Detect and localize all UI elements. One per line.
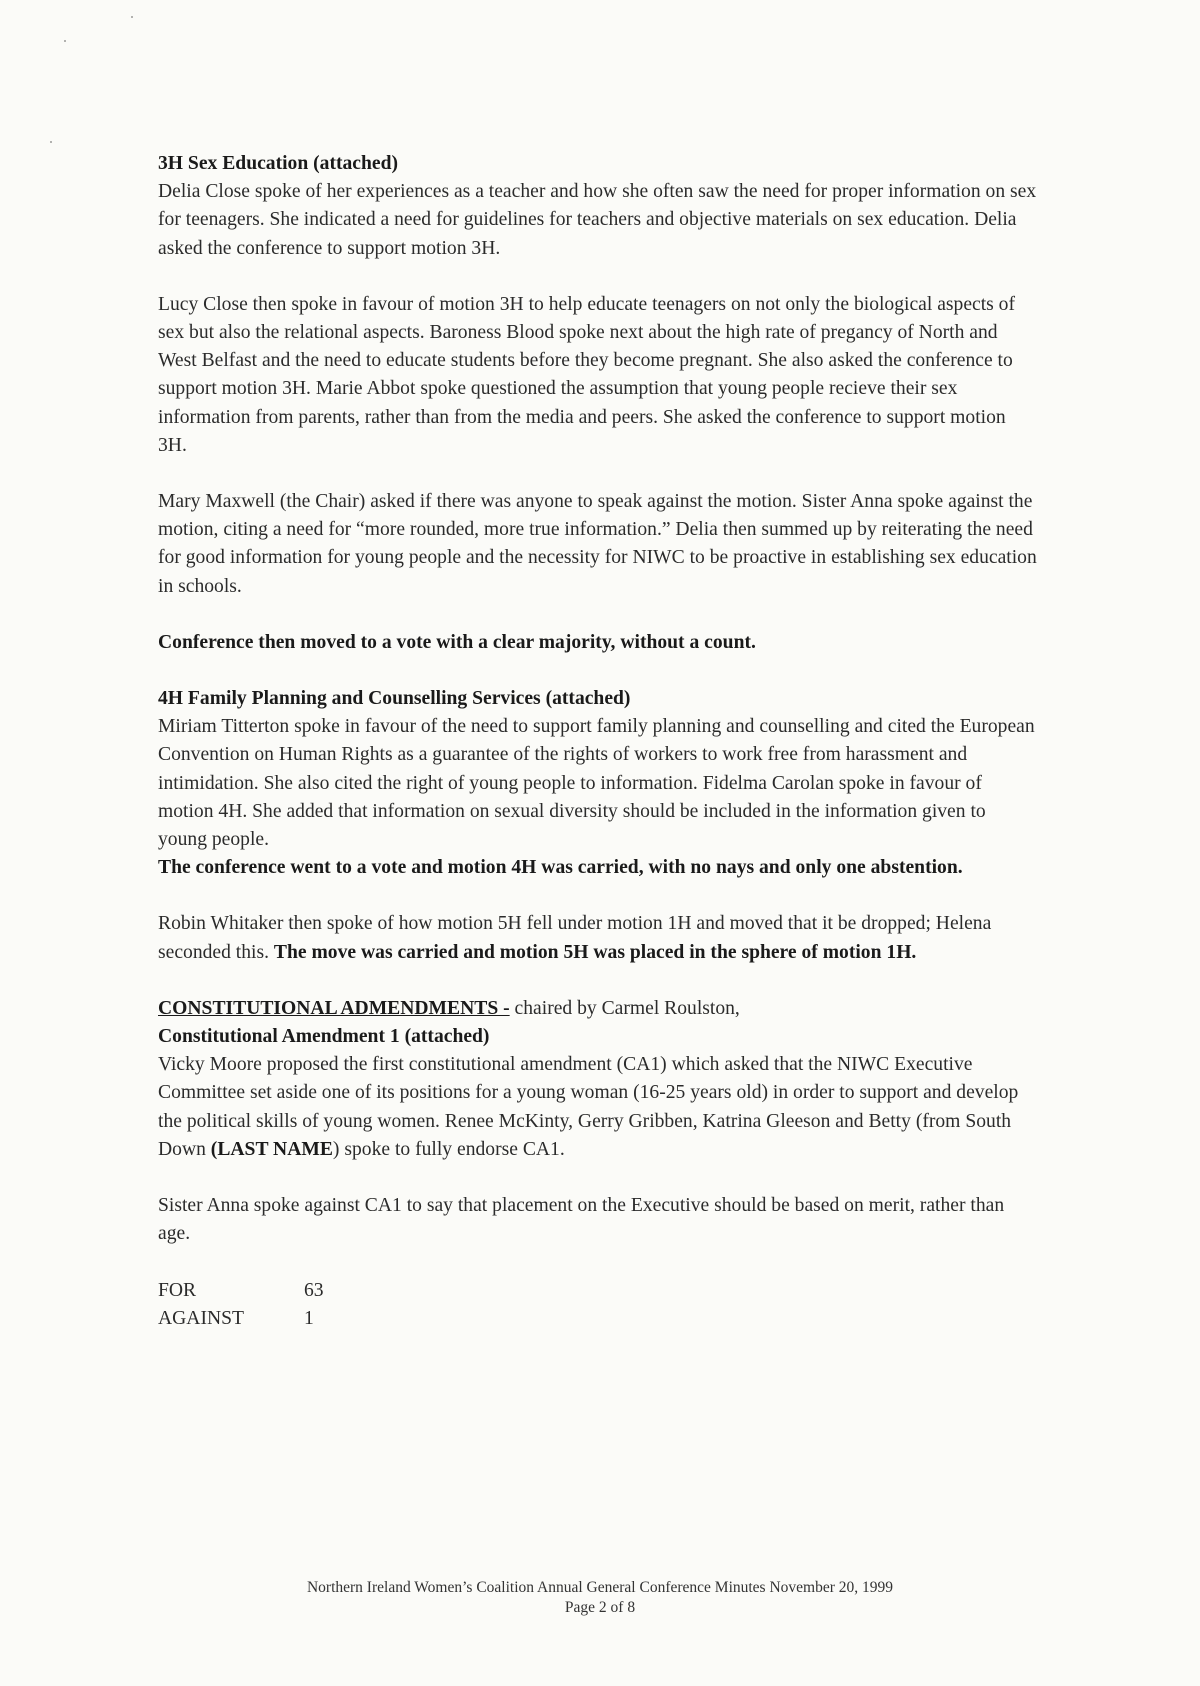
scan-speck [50,141,52,143]
paragraph-ca1-proposal [158,1051,1038,1164]
paragraph-ca1-against: Sister Anna spoke against CA1 to say that placement on the Executive should be based on merit, rather than age. [158,1195,1005,1245]
minutes-body [158,150,1038,1333]
section-heading-constitutional [158,995,1038,1023]
paragraph-ca1-end: ) spoke to fully endorse CA1. [332,1138,565,1160]
vote-count: 1 [304,1307,314,1329]
paragraph-3h-intro: Delia Close spoke of her experiences as a teacher and how she often saw the need for proper information on sex for teenagers. She indicated a need for guidelines for teachers and objective materials on sex education. Delia asked the conference to support motion 3H. [158,181,1037,259]
vote-row-against [158,1305,324,1333]
footer-title: Northern Ireland Women’s Coalition Annual General Conference Minutes November 20, 1999 [306,1579,894,1596]
last-name-note: (LAST NAME [210,1138,333,1160]
paragraph-ca1-text: Vicky Moore proposed the first constitutional amendment (CA1) which asked that the NIWC Executive Committee set aside one of its positions for a young woman (16-25 years old) in order to support and develop the political skills of young women. Renee McKinty, Gerry Gribben, Katrina Gleeson and Betty (from South Down [158,1054,1019,1160]
subheading-ca1: Constitutional Amendment 1 (attached) [158,1026,490,1048]
vote-result-4h: The conference went to a vote and motion 4H was carried, with no nays and only one abstention. [158,857,963,879]
constitutional-chair: chaired by Carmel Roulston, [509,997,740,1019]
paragraph-5h [158,910,1038,966]
vote-row-for [158,1277,324,1305]
scan-speck [64,40,66,42]
vote-result-5h: The move was carried and motion 5H was placed in the sphere of motion 1H. [273,941,917,963]
paragraph-3h-support: Lucy Close then spoke in favour of motion 3H to help educate teenagers on not only the biological aspects of sex but also the relational aspects. Baroness Blood spoke next about the high rate of pregancy of North and West Belfast and the need to educate students before they become pregnant. She also asked the conference to support motion 3H. Marie Abbot spoke questioned the assumption that young people recieve their sex information from parents, rather than from the media and peers. She asked the conference to support motion 3H. [158,293,1016,456]
vote-count: 63 [304,1279,324,1301]
section-heading-3h: 3H Sex Education (attached) [158,153,399,174]
vote-label: FOR [158,1279,197,1301]
page-number: Page 2 of 8 [564,1599,636,1616]
vote-result-3h: Conference then moved to a vote with a clear majority, without a count. [158,631,756,653]
constitutional-heading: CONSTITUTIONAL ADMENDMENTS - [158,997,510,1019]
page-footer [0,1578,1200,1618]
paragraph-4h: Miriam Titterton spoke in favour of the need to support family planning and counselling and cited the European Convention on Human Rights as a guarantee of the rights of workers to work free from harassment and intimidation. She also cited the right of young people to information. Fidelma Carolan spoke in favour of motion 4H. She added that information on sexual diversity should be included in the information given to young people. [158,716,1035,851]
vote-tally [158,1277,324,1333]
scan-speck [131,16,133,18]
vote-label: AGAINST [158,1307,244,1329]
paragraph-5h-text: Robin Whitaker then spoke of how motion 5H fell under motion 1H and moved that it be dropped; Helena seconded this. [158,913,992,963]
section-heading-4h: 4H Family Planning and Counselling Services (attached) [158,688,631,710]
paragraph-3h-against: Mary Maxwell (the Chair) asked if there was anyone to speak against the motion. Sister Anna spoke against the motion, citing a need for “more rounded, more true information.” Delia then summed up by reiterating the need for good information for young people and the necessity for NIWC to be proactive in establishing sex education in schools. [158,491,1037,597]
